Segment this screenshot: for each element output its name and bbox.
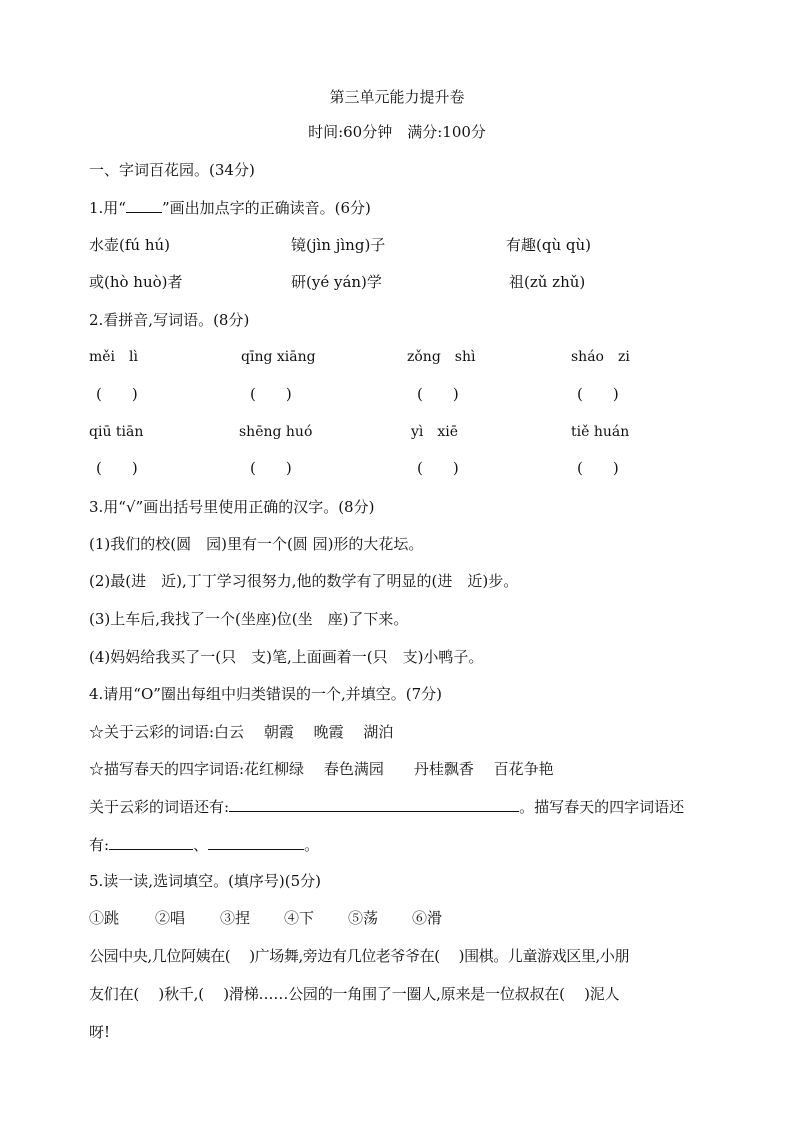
q5-passage-line: 公园中央,几位阿姨在( )广场舞,旁边有几位老爷爷在( )围棋。儿童游戏区里,小朋 xyxy=(89,947,630,965)
fill-blank[interactable] xyxy=(208,834,304,850)
q4-group-line: ☆关于云彩的词语:白云 朝霞 晚霞 湖泊 xyxy=(89,723,394,741)
q1-prompt-post: ”画出加点字的正确读音。(6分) xyxy=(161,199,371,217)
answer-bracket[interactable]: ( ) xyxy=(417,385,459,403)
q1-item: 或(hò huò)者 xyxy=(89,273,183,291)
pinyin-item: yì xiē xyxy=(411,424,459,440)
q3-item: (1)我们的校(圆 园)里有一个(圆 园)形的大花坛。 xyxy=(89,535,424,553)
q5-passage-line: 呀! xyxy=(89,1023,111,1041)
answer-bracket[interactable]: ( ) xyxy=(417,459,459,477)
q4-fill-line xyxy=(89,796,684,817)
pinyin-item: tiě huán xyxy=(571,424,630,440)
q5-option: ③捏 xyxy=(220,909,251,927)
pinyin-item: zǒng shì xyxy=(407,349,476,365)
q4-fill-separator: 、 xyxy=(193,836,209,854)
q5-option: ④下 xyxy=(284,909,315,927)
pinyin-item: shēng huó xyxy=(239,424,313,440)
fill-blank[interactable] xyxy=(229,796,519,812)
q4-fill-text: 。描写春天的四字词语还 xyxy=(519,798,685,816)
fill-blank[interactable] xyxy=(109,834,193,850)
answer-bracket[interactable]: ( ) xyxy=(250,459,292,477)
q3-prompt: 3.用“√”画出括号里使用正确的汉字。(8分) xyxy=(89,498,375,516)
q5-prompt: 5.读一读,选词填空。(填序号)(5分) xyxy=(89,872,322,890)
q5-option: ⑥滑 xyxy=(412,909,443,927)
q5-passage-line: 友们在( )秋千,( )滑梯……公园的一角围了一圈人,原来是一位叔叔在( )泥人 xyxy=(89,985,620,1003)
pinyin-item: qiū tiān xyxy=(89,424,144,440)
q3-item: (3)上车后,我找了一个(坐座)位(坐 座)了下来。 xyxy=(89,610,409,628)
q1-item: 镜(jìn jìng)子 xyxy=(291,236,386,254)
q4-fill-end: 。 xyxy=(304,836,320,854)
q2-prompt: 2.看拼音,写词语。(8分) xyxy=(89,311,250,329)
answer-bracket[interactable]: ( ) xyxy=(96,459,138,477)
q4-prompt: 4.请用“O”圈出每组中归类错误的一个,并填空。(7分) xyxy=(89,685,442,703)
q4-fill-label: 有: xyxy=(89,836,110,854)
answer-bracket[interactable]: ( ) xyxy=(96,385,138,403)
q3-item: (4)妈妈给我买了一(只 支)笔,上面画着一(只 支)小鸭子。 xyxy=(89,648,484,666)
q1-prompt-pre: 1.用“ xyxy=(89,199,126,217)
q1-item: 研(yé yán)学 xyxy=(291,273,382,291)
q4-group-line: ☆描写春天的四字词语:花红柳绿 春色满园 丹桂飘香 百花争艳 xyxy=(89,760,554,778)
q5-option: ⑤荡 xyxy=(348,909,379,927)
q5-option: ①跳 xyxy=(89,909,120,927)
underline-mark xyxy=(126,197,162,213)
q5-option: ②唱 xyxy=(155,909,186,927)
q3-item: (2)最(进 近),丁丁学习很努力,他的数学有了明显的(进 近)步。 xyxy=(89,572,519,590)
q1-prompt xyxy=(89,197,371,218)
answer-bracket[interactable]: ( ) xyxy=(577,385,619,403)
exam-meta: 时间:60分钟 满分:100分 xyxy=(308,123,486,141)
q1-item: 水壶(fú hú) xyxy=(89,236,171,254)
q4-fill-line xyxy=(89,834,319,855)
answer-bracket[interactable]: ( ) xyxy=(577,459,619,477)
q1-item: 有趣(qù qù) xyxy=(506,236,591,254)
answer-bracket[interactable]: ( ) xyxy=(250,385,292,403)
pinyin-item: sháo zi xyxy=(571,349,630,365)
pinyin-item: qīng xiāng xyxy=(241,349,316,365)
q4-fill-label: 关于云彩的词语还有: xyxy=(89,798,230,816)
pinyin-item: měi lì xyxy=(89,349,138,365)
section-heading: 一、字词百花园。(34分) xyxy=(89,161,255,179)
q1-item: 祖(zǔ zhǔ) xyxy=(509,273,586,291)
page-title: 第三单元能力提升卷 xyxy=(329,88,465,106)
